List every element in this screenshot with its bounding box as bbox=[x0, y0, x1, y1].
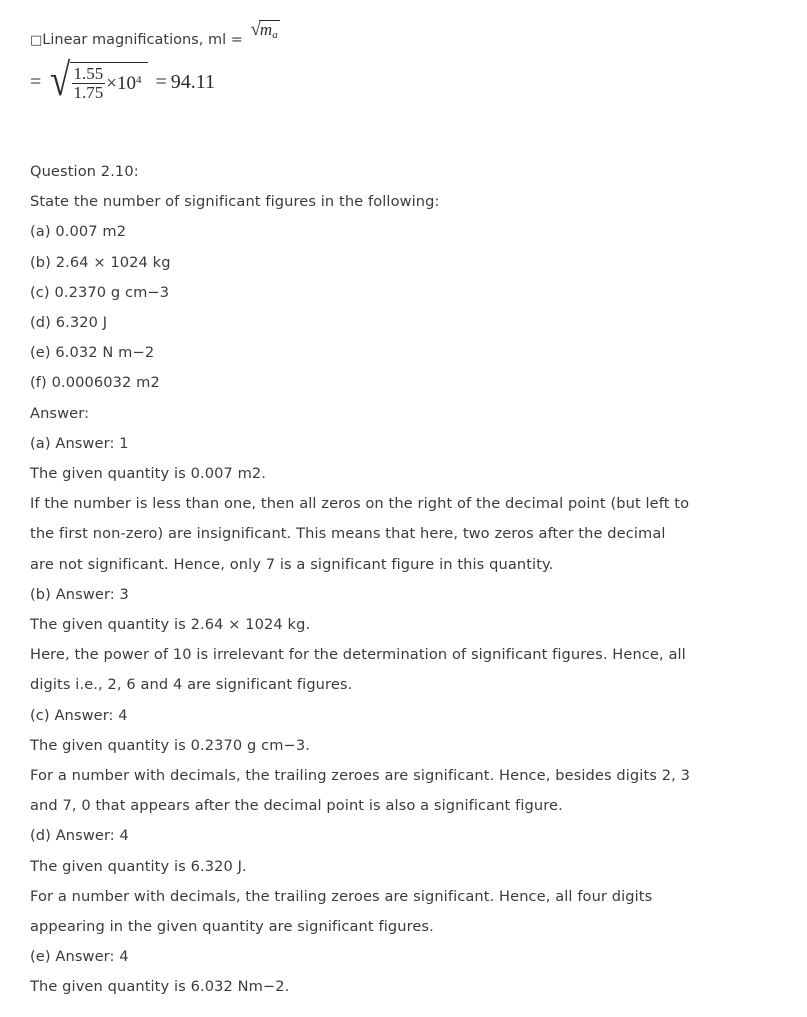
question-item-b: (b) 2.64 × 1024 kg bbox=[30, 253, 171, 271]
times-sign: × bbox=[106, 72, 117, 94]
radical-tall-icon: √ bbox=[50, 54, 71, 105]
question-item-d: (d) 6.320 J bbox=[30, 314, 108, 332]
result-equals-sign: = bbox=[155, 70, 167, 93]
answer-line: digits i.e., 2, 6 and 4 are significant figures. bbox=[30, 676, 353, 694]
radical-icon: √ bbox=[250, 19, 261, 40]
answer-line: (b) Answer: 3 bbox=[30, 585, 129, 603]
radicand-group bbox=[70, 62, 148, 103]
answer-line: and 7, 0 that appears after the decimal point is also a significant figure. bbox=[30, 797, 563, 815]
question-item-e: (e) 6.032 N m−2 bbox=[30, 344, 155, 362]
answer-line: If the number is less than one, then all zeros on the right of the decimal point (but left to bbox=[30, 495, 690, 513]
question-item-c: (c) 0.2370 g cm−3 bbox=[30, 283, 170, 301]
math-line-computation bbox=[30, 54, 216, 105]
radicand-base: m bbox=[259, 20, 273, 39]
sqrt-fraction-expression bbox=[45, 54, 147, 105]
answer-line: For a number with decimals, the trailing zeroes are significant. Hence, besides digits 2, 3 bbox=[30, 767, 690, 785]
fraction-denominator: 1.75 bbox=[73, 83, 104, 103]
math-line-linear-magnification bbox=[30, 20, 280, 48]
answer-line: For a number with decimals, the trailing zeroes are significant. Hence, all four digits bbox=[30, 887, 653, 905]
answer-line: are not significant. Hence, only 7 is a significant figure in this quantity. bbox=[30, 555, 554, 573]
answer-line: the first non-zero) are insignificant. This means that here, two zeros after the decimal bbox=[30, 525, 666, 543]
fraction-numerator: 1.55 bbox=[73, 64, 104, 83]
radicand bbox=[259, 20, 280, 41]
question-heading: Question 2.10: bbox=[30, 163, 139, 180]
answer-line: Here, the power of 10 is irrelevant for the determination of significant figures. Hence, all bbox=[30, 646, 686, 664]
answer-line: The given quantity is 0.007 m2. bbox=[30, 465, 267, 483]
sqrt-ma-expression bbox=[250, 20, 279, 41]
math-label-text: Linear magnifications, ml = bbox=[42, 32, 248, 48]
missing-glyph-box-icon: □ bbox=[30, 33, 43, 48]
answer-line: appearing in the given quantity are significant figures. bbox=[30, 918, 434, 936]
answer-line: (e) Answer: 4 bbox=[30, 948, 129, 966]
answer-line: (a) Answer: 1 bbox=[30, 434, 129, 452]
answer-line: (d) Answer: 4 bbox=[30, 827, 129, 845]
answer-heading: Answer: bbox=[30, 404, 90, 422]
radicand-subscript: a bbox=[272, 29, 278, 41]
result-value: 94.11 bbox=[170, 70, 216, 93]
question-item-f: (f) 0.0006032 m2 bbox=[30, 374, 160, 392]
answer-line: The given quantity is 2.64 × 1024 kg. bbox=[30, 616, 311, 634]
fraction bbox=[72, 65, 106, 103]
multiplication-power-term bbox=[106, 73, 141, 95]
question-prompt: State the number of significant figures in the following: bbox=[30, 193, 440, 211]
question-item-a: (a) 0.007 m2 bbox=[30, 223, 127, 241]
answer-line: The given quantity is 0.2370 g cm−3. bbox=[30, 736, 310, 754]
document-body bbox=[30, 157, 787, 1003]
answer-line: (c) Answer: 4 bbox=[30, 706, 128, 724]
power-base: 10 bbox=[117, 72, 136, 94]
answer-line: The given quantity is 6.032 Nm−2. bbox=[30, 978, 290, 996]
power-exponent: 4 bbox=[136, 73, 142, 86]
leading-equals-sign: = bbox=[30, 70, 42, 93]
answer-line: The given quantity is 6.320 J. bbox=[30, 857, 247, 875]
